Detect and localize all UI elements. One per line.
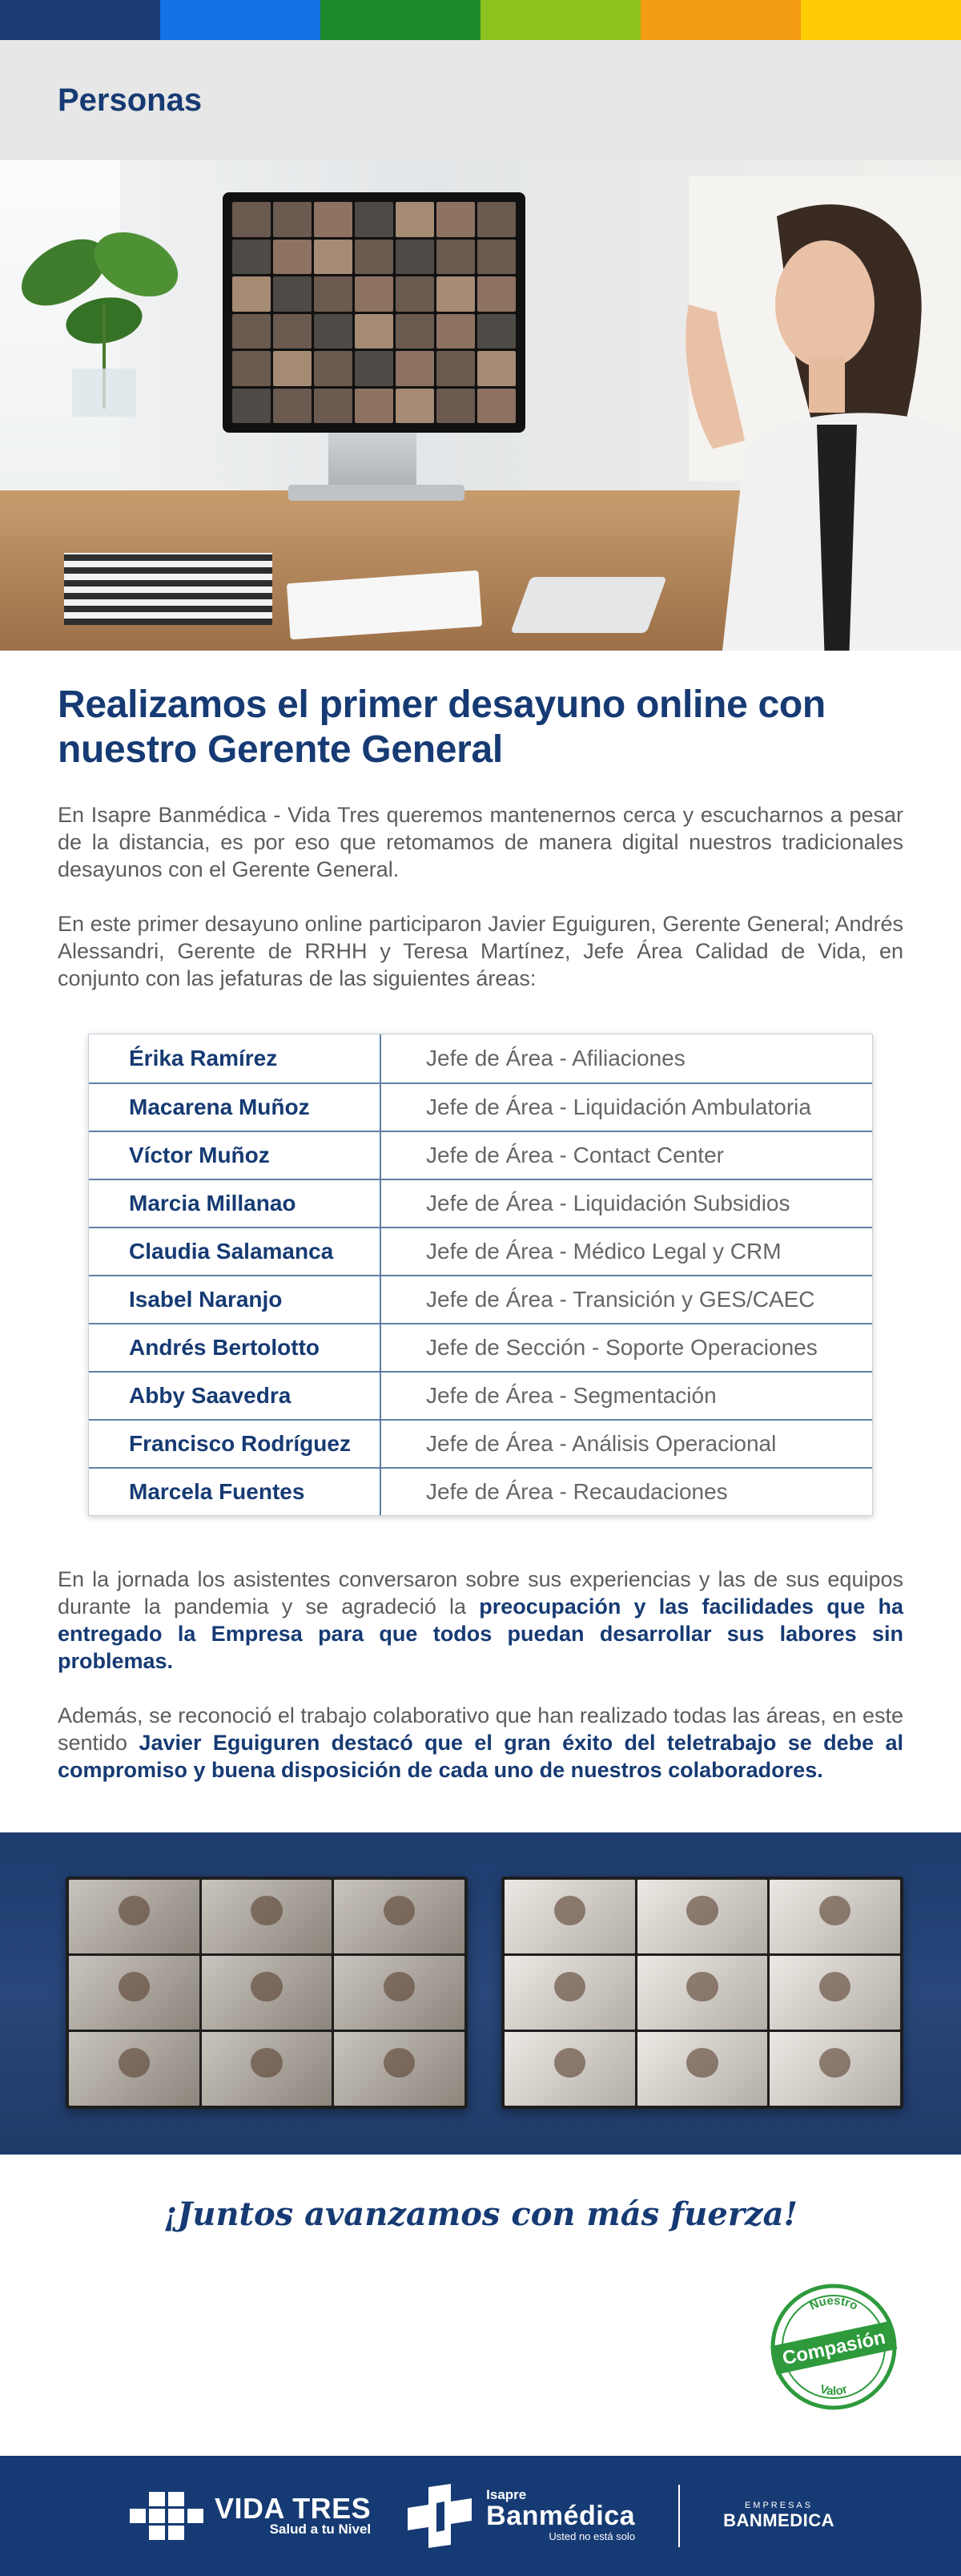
banmedica-cross-icon xyxy=(404,2484,475,2548)
participant-name: Abby Saavedra xyxy=(89,1373,381,1419)
participant-role: Jefe de Área - Segmentación xyxy=(426,1383,717,1408)
banmedica-name: Banmédica xyxy=(486,2501,636,2531)
monitor-base xyxy=(288,485,464,501)
monitor-stand xyxy=(328,433,416,489)
participant-name: Víctor Muñoz xyxy=(89,1132,381,1179)
banmedica-tagline: Usted no está solo xyxy=(549,2530,636,2542)
table-row xyxy=(89,1323,872,1371)
footer-logos xyxy=(0,2456,961,2576)
meeting-screenshots-banner xyxy=(0,1832,961,2155)
strip-blue xyxy=(160,0,320,40)
seal-bottom-text: Valor xyxy=(818,2382,850,2399)
pandemic-text: En la jornada los asistentes conversaron sobre sus experiencias y las de sus equipos durante la pandemia y se agradeció la xyxy=(58,1567,903,1619)
vidatres-logo xyxy=(127,2492,371,2540)
vidatres-cross-icon xyxy=(127,2492,203,2540)
strip-lime xyxy=(480,0,641,40)
table-row xyxy=(89,1467,872,1515)
participant-role: Jefe de Área - Análisis Operacional xyxy=(426,1431,777,1456)
slogan: ¡Juntos avanzamos con más fuerza! xyxy=(163,2195,798,2233)
recognition-highlight: Javier Eguiguren destacó que el gran éxito del teletrabajo se debe al compromiso y buena disposición de cada uno de nuestros colaboradores. xyxy=(58,1731,903,1782)
participant-name: Andrés Bertolotto xyxy=(89,1324,381,1371)
participant-role: Jefe de Sección - Soporte Operaciones xyxy=(426,1335,818,1360)
participant-role: Jefe de Área - Contact Center xyxy=(426,1143,724,1167)
table-row xyxy=(89,1034,872,1082)
compassion-value-seal xyxy=(769,2282,899,2412)
participant-role: Jefe de Área - Médico Legal y CRM xyxy=(426,1239,782,1264)
participant-name: Érika Ramírez xyxy=(89,1034,381,1082)
meeting-screenshot-1 xyxy=(66,1877,468,2109)
pandemic-paragraph xyxy=(58,1566,903,1675)
table-row xyxy=(89,1227,872,1275)
participant-role: Jefe de Área - Liquidación Ambulatoria xyxy=(426,1094,811,1119)
monitor-image xyxy=(223,192,525,433)
table-row xyxy=(89,1179,872,1227)
color-strip xyxy=(0,0,961,40)
participant-role: Jefe de Área - Liquidación Subsidios xyxy=(426,1191,790,1215)
vidatres-name: VIDA TRES xyxy=(214,2492,372,2525)
participants-table xyxy=(88,1034,873,1516)
participant-role: Jefe de Área - Afiliaciones xyxy=(426,1046,686,1070)
participant-name: Francisco Rodríguez xyxy=(89,1421,381,1467)
participant-role: Jefe de Área - Recaudaciones xyxy=(426,1479,728,1504)
woman-image xyxy=(657,184,961,651)
article-body xyxy=(0,683,961,1784)
participant-role: Jefe de Área - Transición y GES/CAEC xyxy=(426,1287,815,1312)
footer-divider xyxy=(678,2485,680,2547)
participant-name: Macarena Muñoz xyxy=(89,1084,381,1131)
article-title: Realizamos el primer desayuno online con nuestro Gerente General xyxy=(58,683,826,771)
isapre-label: Isapre xyxy=(486,2487,527,2502)
strip-orange xyxy=(641,0,801,40)
participants-paragraph: En este primer desayuno online participaron Javier Eguiguren, Gerente General; Andrés Alessandri, Gerente de RRHH y Teresa Martínez, Jefe Área Calidad de Vida, en conjunto con las jefaturas de las siguientes áreas: xyxy=(58,912,903,990)
table-row xyxy=(89,1275,872,1323)
participant-name: Isabel Naranjo xyxy=(89,1276,381,1323)
table-row xyxy=(89,1371,872,1419)
vidatres-tagline: Salud a tu Nivel xyxy=(269,2522,372,2537)
seal-main-text: Compasión xyxy=(780,2326,888,2370)
section-header xyxy=(0,40,961,160)
empresas-banmedica-logo xyxy=(723,2501,834,2531)
participant-name: Marcia Millanao xyxy=(89,1180,381,1227)
recognition-paragraph xyxy=(58,1702,903,1784)
section-title: Personas xyxy=(58,82,203,118)
meeting-screenshot-2 xyxy=(501,1877,903,2109)
pandemic-highlight: preocupación y las facilidades que ha entregado la Empresa para que todos puedan desarrollar sus labores sin problemas. xyxy=(58,1594,903,1673)
books-image xyxy=(64,553,272,625)
participant-name: Claudia Salamanca xyxy=(89,1228,381,1275)
empresas-label: EMPRESAS xyxy=(744,2501,814,2510)
participant-name: Marcela Fuentes xyxy=(89,1469,381,1515)
table-row xyxy=(89,1419,872,1467)
keyboard-image xyxy=(510,577,666,633)
table-row xyxy=(89,1082,872,1131)
strip-green xyxy=(320,0,480,40)
plant-image xyxy=(16,208,192,417)
strip-yellow xyxy=(801,0,961,40)
hero-photo xyxy=(0,160,961,651)
empresas-name: BANMEDICA xyxy=(723,2510,835,2530)
table-row xyxy=(89,1131,872,1179)
banmedica-logo xyxy=(404,2484,635,2548)
seal-top-text: Nuestro xyxy=(807,2293,860,2313)
intro-paragraph: En Isapre Banmédica - Vida Tres queremos mantenernos cerca y escucharnos a pesar de la distancia, es por eso que retomamos de manera digital nuestros tradicionales desayunos con el Gerente General. xyxy=(58,803,903,881)
recognition-text: Además, se reconoció el trabajo colaborativo que han realizado todas las áreas, en este sentido xyxy=(58,1703,903,1755)
strip-navy xyxy=(0,0,160,40)
